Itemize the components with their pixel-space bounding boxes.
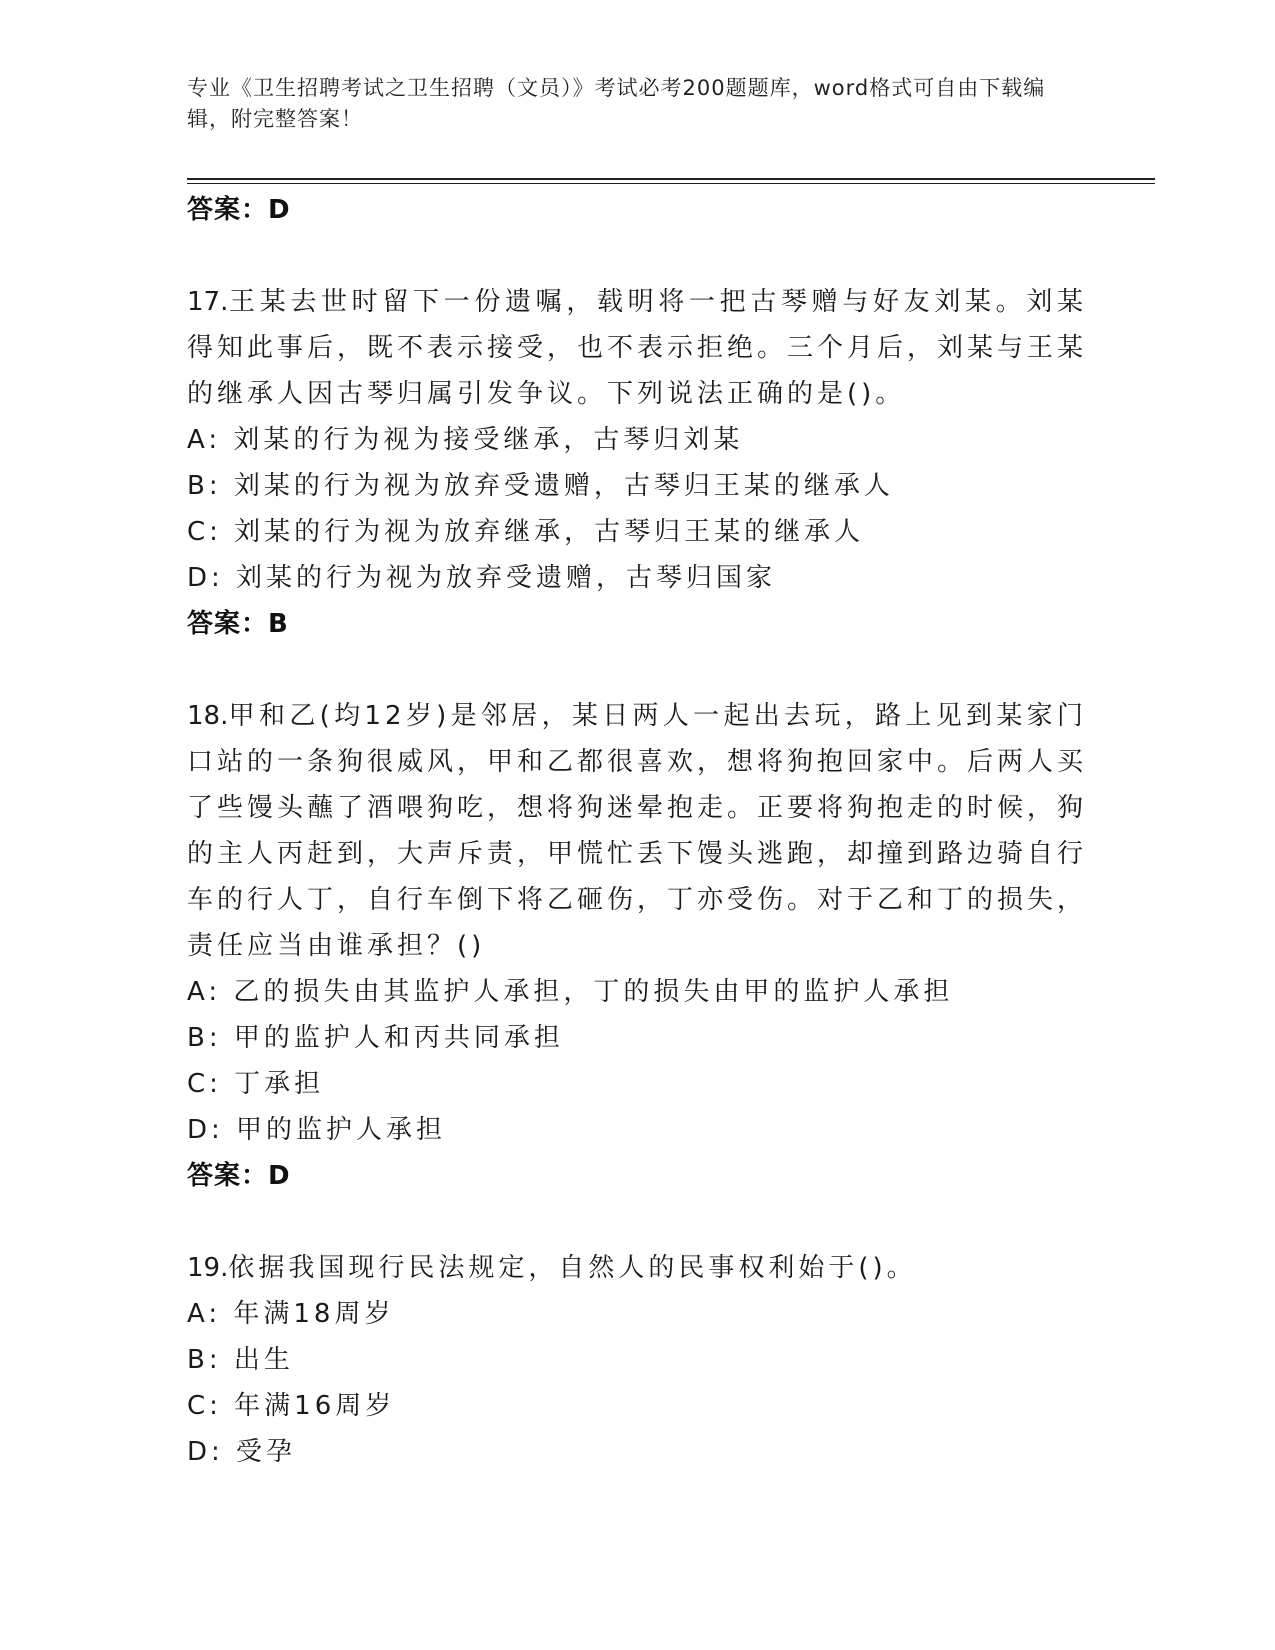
option-b: B: 出生 (187, 1345, 294, 1375)
question-19 (187, 1245, 1087, 1475)
option-d: D: 受孕 (187, 1437, 297, 1467)
answer-line: 答案：B (187, 609, 289, 639)
option-b: B: 刘某的行为视为放弃受遗赠，古琴归王某的继承人 (187, 471, 894, 501)
question-number: 18. (187, 701, 229, 731)
option-c: C: 丁承担 (187, 1069, 325, 1099)
option-a: A: 乙的损失由其监护人承担，丁的损失由甲的监护人承担 (187, 977, 954, 1007)
option-a: A: 年满18周岁 (187, 1299, 395, 1329)
question-17 (187, 279, 1087, 647)
question-stem (187, 693, 1087, 969)
page-header: 专业《卫生招聘考试之卫生招聘（文员）》考试必考200题题库，word格式可自由下载编辑，附完整答案！ (187, 76, 1046, 131)
document-body (187, 187, 1087, 1475)
question-stem (187, 279, 1087, 417)
option-d: D: 刘某的行为视为放弃受遗赠，古琴归国家 (187, 563, 777, 593)
option-c: C: 年满16周岁 (187, 1391, 396, 1421)
question-stem (187, 1245, 1087, 1291)
header-divider-thin (187, 183, 1155, 184)
question-18 (187, 693, 1087, 1199)
question-number: 19. (187, 1253, 229, 1283)
option-d: D: 甲的监护人承担 (187, 1115, 447, 1145)
answer-line: 答案：D (187, 1161, 291, 1191)
question-text: 甲和乙(均12岁)是邻居，某日两人一起出去玩，路上见到某家门口站的一条狗很威风，甲和乙都很喜欢，想将狗抱回家中。后两人买了些馒头蘸了酒喂狗吃，想将狗迷晕抱走。正要将狗抱走的时候，狗的主人丙赶到，大声斥责，甲慌忙丢下馒头逃跑，却撞到路边骑自行车的行人丁，自行车倒下将乙砸伤，丁亦受伤。对于乙和丁的损失，责任应当由谁承担？() (187, 701, 1088, 961)
option-b: B: 甲的监护人和丙共同承担 (187, 1023, 564, 1053)
question-text: 依据我国现行民法规定，自然人的民事权利始于()。 (228, 1253, 917, 1283)
header-divider-thick (187, 178, 1155, 180)
option-c: C: 刘某的行为视为放弃继承，古琴归王某的继承人 (187, 517, 865, 547)
option-a: A: 刘某的行为视为接受继承，古琴归刘某 (187, 425, 744, 455)
answer-line: 答案：D (187, 195, 291, 225)
question-number: 17. (187, 287, 229, 317)
question-text: 王某去世时留下一份遗嘱，载明将一把古琴赠与好友刘某。刘某得知此事后，既不表示接受，也不表示拒绝。三个月后，刘某与王某的继承人因古琴归属引发争议。下列说法正确的是()。 (187, 287, 1088, 409)
